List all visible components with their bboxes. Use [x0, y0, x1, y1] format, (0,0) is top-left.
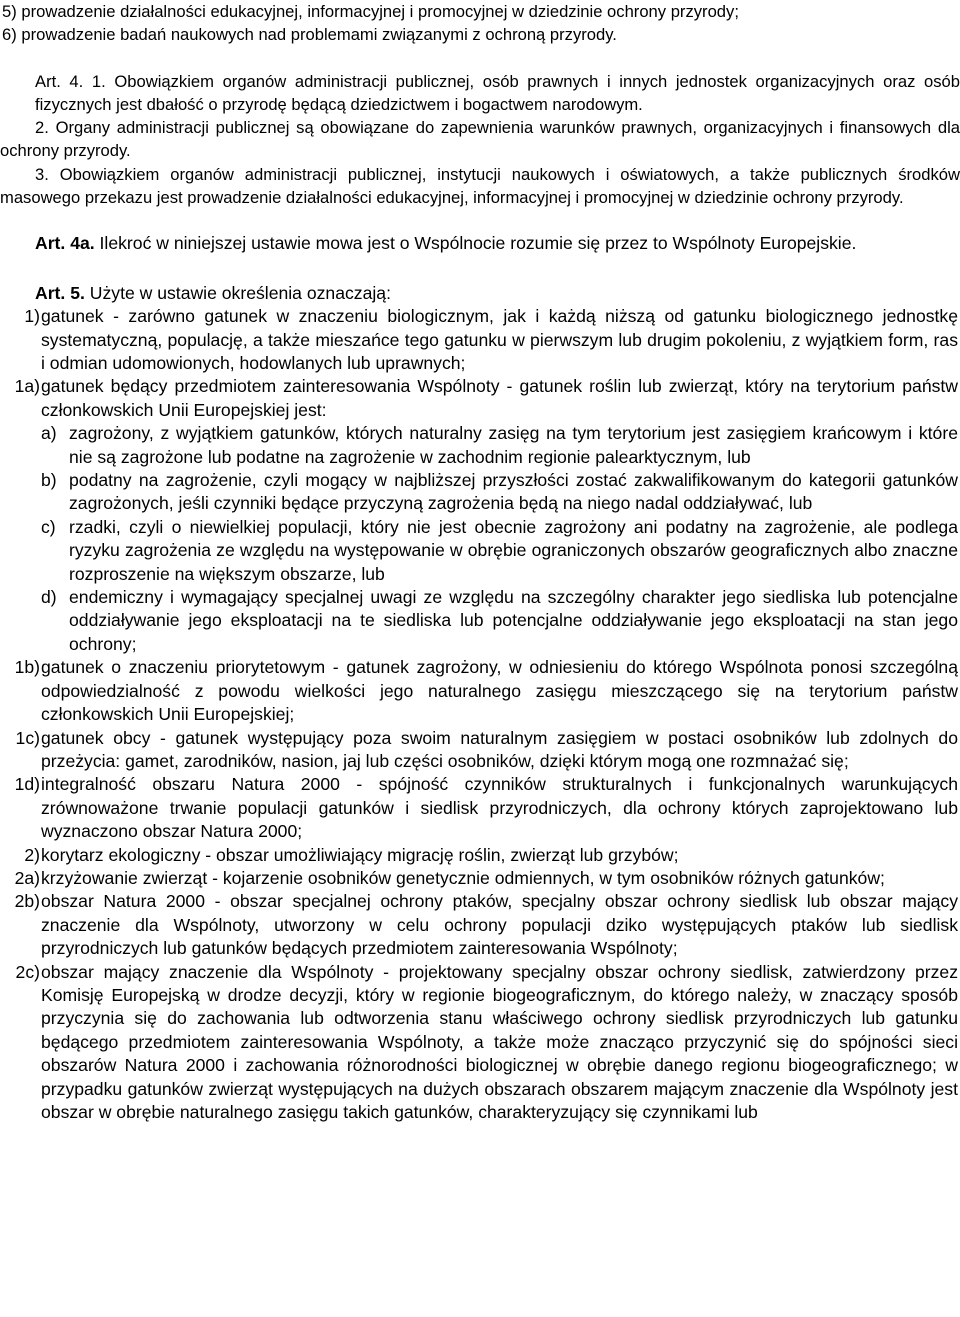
definition-text: integralność obszaru Natura 2000 - spójność czynników strukturalnych i funkcjonalnych warunkujących zrównoważone trwanie populacji gatunków i siedlisk przyrodniczych, dla ochrony których zaprojektowano lub wyznaczono obszar Natura 2000;	[41, 774, 958, 842]
sub-item	[0, 422, 960, 469]
definition-text: gatunek o znaczeniu priorytetowym - gatunek zagrożony, w odniesieniu do którego Wspólnota ponosi szczególną odpowiedzialność z powodu wielkości jego naturalnego zasięgu mieszczącego się na terytorium państw członkowskich Unii Europejskiej;	[41, 657, 958, 725]
definition-number: 1a)	[14, 376, 40, 397]
definition-number: 2c)	[15, 961, 40, 982]
definition-item	[0, 867, 960, 890]
art-4a-text: Ilekroć w niniejszej ustawie mowa jest o Wspólnocie rozumie się przez to Wspólnoty Europejskie.	[99, 233, 857, 254]
definition-text: gatunek obcy - gatunek występujący poza swoim naturalnym zasięgiem w postaci osobników lub zdolnych do przeżycia: gamet, zarodników, nasion, jaj lub części osobników, dzięki którym mogą one rozmnażać się;	[41, 727, 958, 771]
definition-item	[0, 656, 960, 726]
definition-item	[0, 844, 960, 867]
definition-number: 2b)	[14, 891, 40, 912]
definition-number: 1d)	[14, 774, 40, 795]
art-5-intro	[0, 282, 960, 305]
art-4-p3-number: 3.	[35, 164, 49, 184]
art-4-p1-text: Obowiązkiem organów administracji publicznej, osób prawnych i innych jednostek organizacyjnych oraz osób fizycznych jest dbałość o przyrodę będącą dziedzictwem i bogactwem narodowym.	[35, 71, 960, 114]
definition-text: krzyżowanie zwierząt - kojarzenie osobników genetycznie odmiennych, w tym osobników różnych gatunków;	[41, 867, 885, 888]
sub-item	[0, 516, 960, 586]
definition-text: obszar Natura 2000 - obszar specjalnej ochrony ptaków, specjalny obszar ochrony siedlisk lub obszar mający znaczenie dla Wspólnoty, utworzony w celu ochrony populacji dziko występujących ptaków lub siedlisk przyrodniczych lub gatunków będących przedmiotem zainteresowania Wspólnoty;	[41, 891, 958, 959]
definition-item	[0, 890, 960, 960]
definition-item	[0, 305, 960, 375]
definition-number: 1c)	[15, 727, 40, 748]
sub-item-text: podatny na zagrożenie, czyli mogący w najbliższej przyszłości zostać zakwalifikowanym do kategorii gatunków zagrożonych, jeśli czynniki będące przyczyną zagrożenia będą na niego nadal oddziaływać, lub	[69, 470, 958, 514]
art-5-intro-text: Użyte w ustawie określenia oznaczają:	[89, 282, 391, 303]
top-section	[0, 0, 960, 209]
art-4a-heading: Art. 4a.	[35, 233, 95, 254]
definition-item	[0, 727, 960, 774]
list-item-5: 5) prowadzenie działalności edukacyjnej, informacyjnej i promocyjnej w dziedzinie ochrony przyrody;	[2, 2, 739, 21]
sub-item-letter: a)	[41, 423, 57, 444]
definition-text: gatunek - zarówno gatunek w znaczeniu biologicznym, jak i każdą niższą od gatunku biologicznego jednostkę systematyczną, populację, a także mieszańce tego gatunku w pierwszym lub drugim pokoleniu, z wyjątkiem form, ras i odmian udomowionych, hodowlanych lub uprawnych;	[41, 306, 958, 373]
definition-text: gatunek będący przedmiotem zainteresowania Wspólnoty - gatunek roślin lub zwierząt, który na terytorium państw członkowskich Unii Europejskiej jest:	[41, 376, 958, 420]
art-4-paragraph-2	[0, 116, 960, 163]
sub-item-letter: d)	[41, 587, 57, 608]
art-4-p3-text: Obowiązkiem organów administracji publicznej, instytucji naukowych i oświatowych, a także publicznych środków masowego przekazu jest prowadzenie działalności edukacyjnej, informacyjnej i promocyjnej w dziedzinie ochrony przyrody.	[0, 164, 960, 208]
sub-item-text: endemiczny i wymagający specjalnej uwagi ze względu na szczególny charakter jego siedliska lub potencjalne oddziaływanie jego eksploatacji na te siedliska lub potencjalne oddziaływanie jego eksploatacji na stan jego ochrony;	[69, 587, 958, 654]
sub-item-letter: c)	[41, 516, 56, 537]
list-item-6: 6) prowadzenie badań naukowych nad problemami związanymi z ochroną przyrody.	[2, 25, 617, 45]
definition-number: 1b)	[14, 657, 40, 678]
sub-item-letter: b)	[41, 470, 57, 491]
art-5-heading: Art. 5.	[35, 282, 85, 303]
definition-number: 2)	[24, 844, 40, 865]
definition-item	[0, 375, 960, 422]
sub-item	[0, 469, 960, 516]
sub-item	[0, 586, 960, 656]
definition-number: 1)	[24, 306, 40, 327]
art-4a-paragraph	[0, 232, 960, 255]
sub-item-text: zagrożony, z wyjątkiem gatunków, których naturalny zasięg na tym terytorium jest zasięgiem krańcowym i które nie są zagrożone lub podatne na zagrożenie w zachodnim regionie palearktycznym, lub	[69, 423, 958, 467]
definition-number: 2a)	[14, 867, 40, 888]
art-4-p2-number: 2.	[35, 118, 49, 138]
art-4-paragraph-1	[0, 70, 960, 117]
sub-item-text: rzadki, czyli o niewielkiej populacji, który nie jest obecnie zagrożony ani podatny na zagrożenie, ale podlega ryzyku zagrożenia ze względu na występowanie w obrębie ograniczonych obszarów geograficznych albo znaczne rozproszenie na większym obszarze, lub	[69, 516, 958, 584]
definition-text: korytarz ekologiczny - obszar umożliwiający migrację roślin, zwierząt lub grzybów;	[41, 844, 679, 865]
art-4-paragraph-3	[0, 163, 960, 210]
definition-item	[0, 961, 960, 1125]
art-4-heading: Art. 4. 1.	[35, 71, 106, 91]
definition-item	[0, 773, 960, 843]
art-4-p2-text: Organy administracji publicznej są obowiązane do zapewnienia warunków prawnych, organizacyjnych i finansowych dla ochrony przyrody.	[0, 118, 960, 161]
definition-text: obszar mający znaczenie dla Wspólnoty - projektowany specjalny obszar ochrony siedlisk, zatwierdzony przez Komisję Europejską w drodze decyzji, który w regionie biogeograficznym, do którego należy, w znaczący sposób przyczynia się do zachowania lub odtworzenia stanu właściwego ochrony siedlisk przyrodniczych lub gatunku będącego przedmiotem zainteresowania Wspólnoty, a także może znacząco przyczynić się do spójności sieci obszarów Natura 2000 i zachowania różnorodności biologicznej w obrębie danego regionu biogeograficznego; w przypadku gatunków zwierząt występujących na dużych obszarach obszarem mającym znaczenie dla Wspólnoty jest obszar w obrębie naturalnego zasięgu takich gatunków, charakteryzujący się czynnikami lub	[41, 961, 958, 1122]
